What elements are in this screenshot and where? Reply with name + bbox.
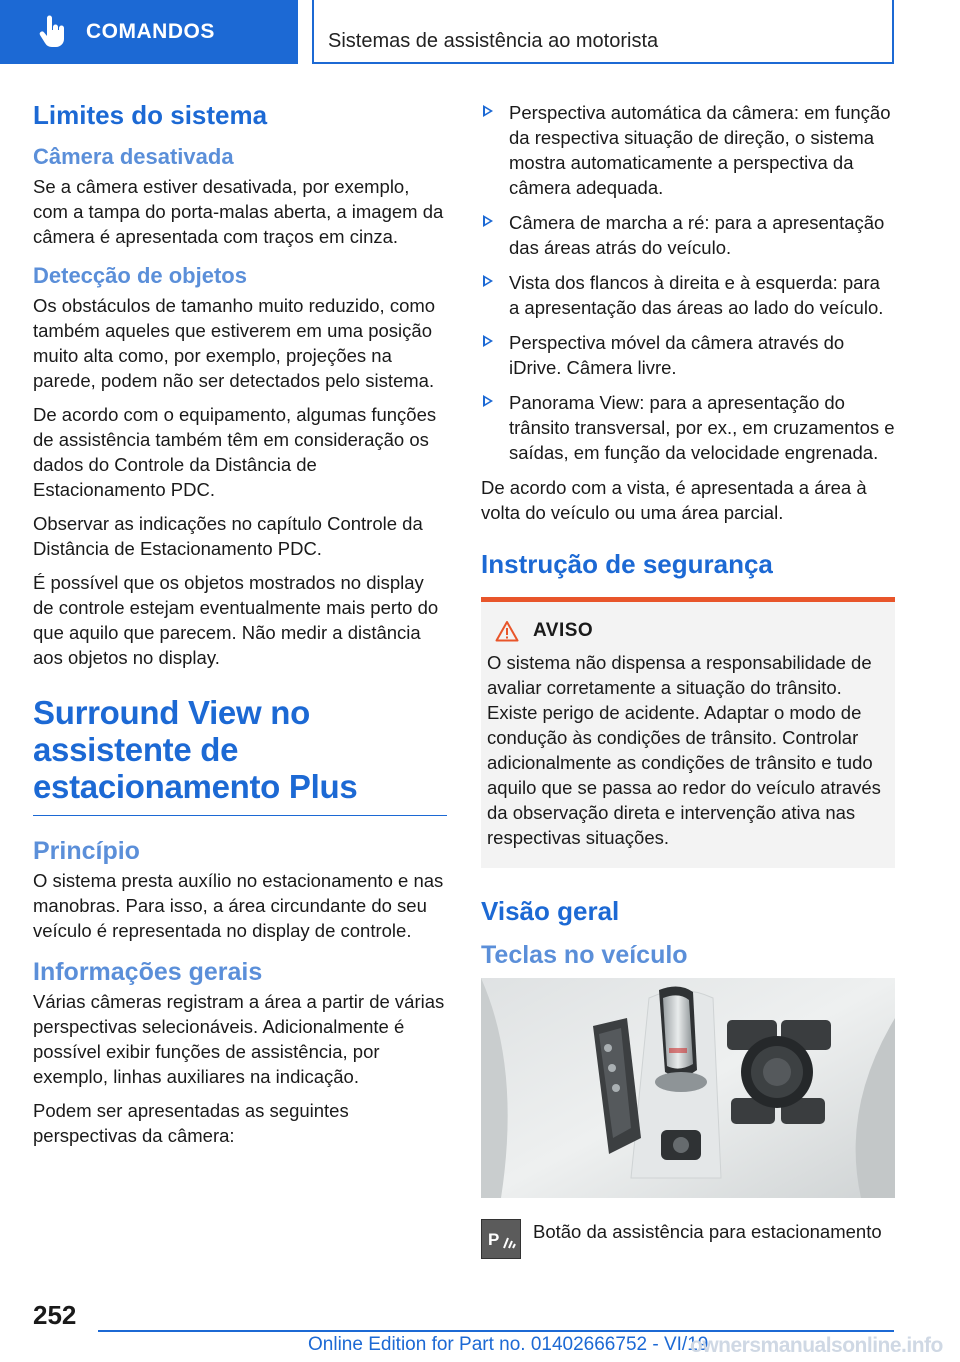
triangle-bullet-icon <box>483 275 493 287</box>
detection-paragraph: De acordo com o equipamento, algumas funções de assistência também têm em consideração os dados do Controle da Distância de Estacionamento PDC. <box>33 404 437 500</box>
triangle-bullet-icon <box>483 395 493 407</box>
chapter-heading: Surround View no assistente de estacionamento Plus <box>33 694 358 805</box>
parking-button-caption: Botão da assistência para estacionamento <box>533 1221 882 1242</box>
general-paragraph: Várias câmeras registram a área a partir de várias perspectivas selecionáveis. Adicionalmente é possível exibir funções de assistência, por exemplo, linhas auxiliares na indicação. <box>33 991 445 1087</box>
hand-pointer-icon <box>36 15 70 49</box>
overview-heading: Visão geral <box>481 896 620 926</box>
list-item: Vista dos flancos à direita e à esquerda: para a apresentação das áreas ao lado do veículo. <box>481 270 895 320</box>
chapter-tab <box>0 0 298 64</box>
camera-off-heading: Câmera desativada <box>33 144 234 169</box>
warning-triangle-icon <box>495 620 519 642</box>
safety-heading: Instrução de segurança <box>481 549 773 579</box>
section-header <box>312 0 894 64</box>
general-paragraph: Podem ser apresentadas as seguintes perspectivas da câmera: <box>33 1100 349 1146</box>
watermark: ownersmanualsonline.info <box>690 1334 943 1357</box>
perspective-list <box>481 100 895 465</box>
section-title: Sistemas de assistência ao motorista <box>328 30 659 52</box>
list-item: Perspectiva móvel da câmera através do iDrive. Câmera livre. <box>481 330 895 380</box>
chapter-label: COMANDOS <box>86 20 215 43</box>
center-console-photo <box>481 978 895 1198</box>
list-item: Perspectiva automática da câmera: em função da respectiva situação de direção, o sistema mostra automaticamente a perspectiva da câmera adequada. <box>481 100 895 200</box>
list-item: Câmera de marcha a ré: para a apresentação das áreas atrás do veículo. <box>481 210 895 260</box>
warning-label: AVISO <box>533 620 594 641</box>
heading-rule <box>33 815 447 816</box>
right-column <box>481 100 895 1259</box>
page-number: 252 <box>33 1300 77 1330</box>
triangle-bullet-icon <box>483 105 493 117</box>
detection-heading: Detecção de objetos <box>33 263 247 288</box>
footer-rule <box>98 1330 894 1332</box>
detection-paragraph: É possível que os objetos mostrados no display de controle estejam eventualmente mais perto do que aquilo que parecem. Não medir a distância aos objetos no display. <box>33 572 439 668</box>
triangle-bullet-icon <box>483 215 493 227</box>
warning-text: O sistema não dispensa a responsabilidade de avaliar corretamente a situação do trânsito. Existe perigo de acidente. Adaptar o modo de condução às condições de trânsito. Controlar adicionalmente as condições de trânsito e tudo aquilo que se passa ao redor do veículo através da observação direta e intervenção ativa nas respectivas situações. <box>487 652 881 848</box>
warning-box <box>481 597 895 868</box>
left-column <box>33 100 447 1157</box>
keys-heading: Teclas no veículo <box>481 941 688 969</box>
parking-assistant-icon <box>481 1219 521 1259</box>
list-item: Panorama View: para a apresentação do trânsito transversal, por ex., em cruzamentos e saídas, em função da velocidade engrenada. <box>481 390 895 465</box>
limits-heading: Limites do sistema <box>33 100 268 130</box>
principle-heading: Princípio <box>33 837 140 865</box>
after-list-text: De acordo com a vista, é apresentada a área à volta do veículo ou uma área parcial. <box>481 477 867 523</box>
svg-text:P: P <box>488 1230 500 1249</box>
edition-text: Online Edition for Part no. 01402666752 - VI/19 <box>308 1334 709 1355</box>
general-heading: Informações gerais <box>33 958 263 986</box>
camera-off-text: Se a câmera estiver desativada, por exemplo, com a tampa do porta-malas aberta, a imagem da câmera é apresentada com traços em cinza. <box>33 176 444 247</box>
principle-text: O sistema presta auxílio no estacionamento e nas manobras. Para isso, a área circundante do seu veículo é representada no display de controle. <box>33 870 444 941</box>
detection-paragraph: Observar as indicações no capítulo Controle da Distância de Estacionamento PDC. <box>33 513 423 559</box>
triangle-bullet-icon <box>483 335 493 347</box>
detection-paragraph: Os obstáculos de tamanho muito reduzido, como também aqueles que estiverem em uma posição muito alta como, por exemplo, projeções na parede, podem não ser detectados pelo sistema. <box>33 295 436 391</box>
parking-button-row <box>481 1219 895 1259</box>
